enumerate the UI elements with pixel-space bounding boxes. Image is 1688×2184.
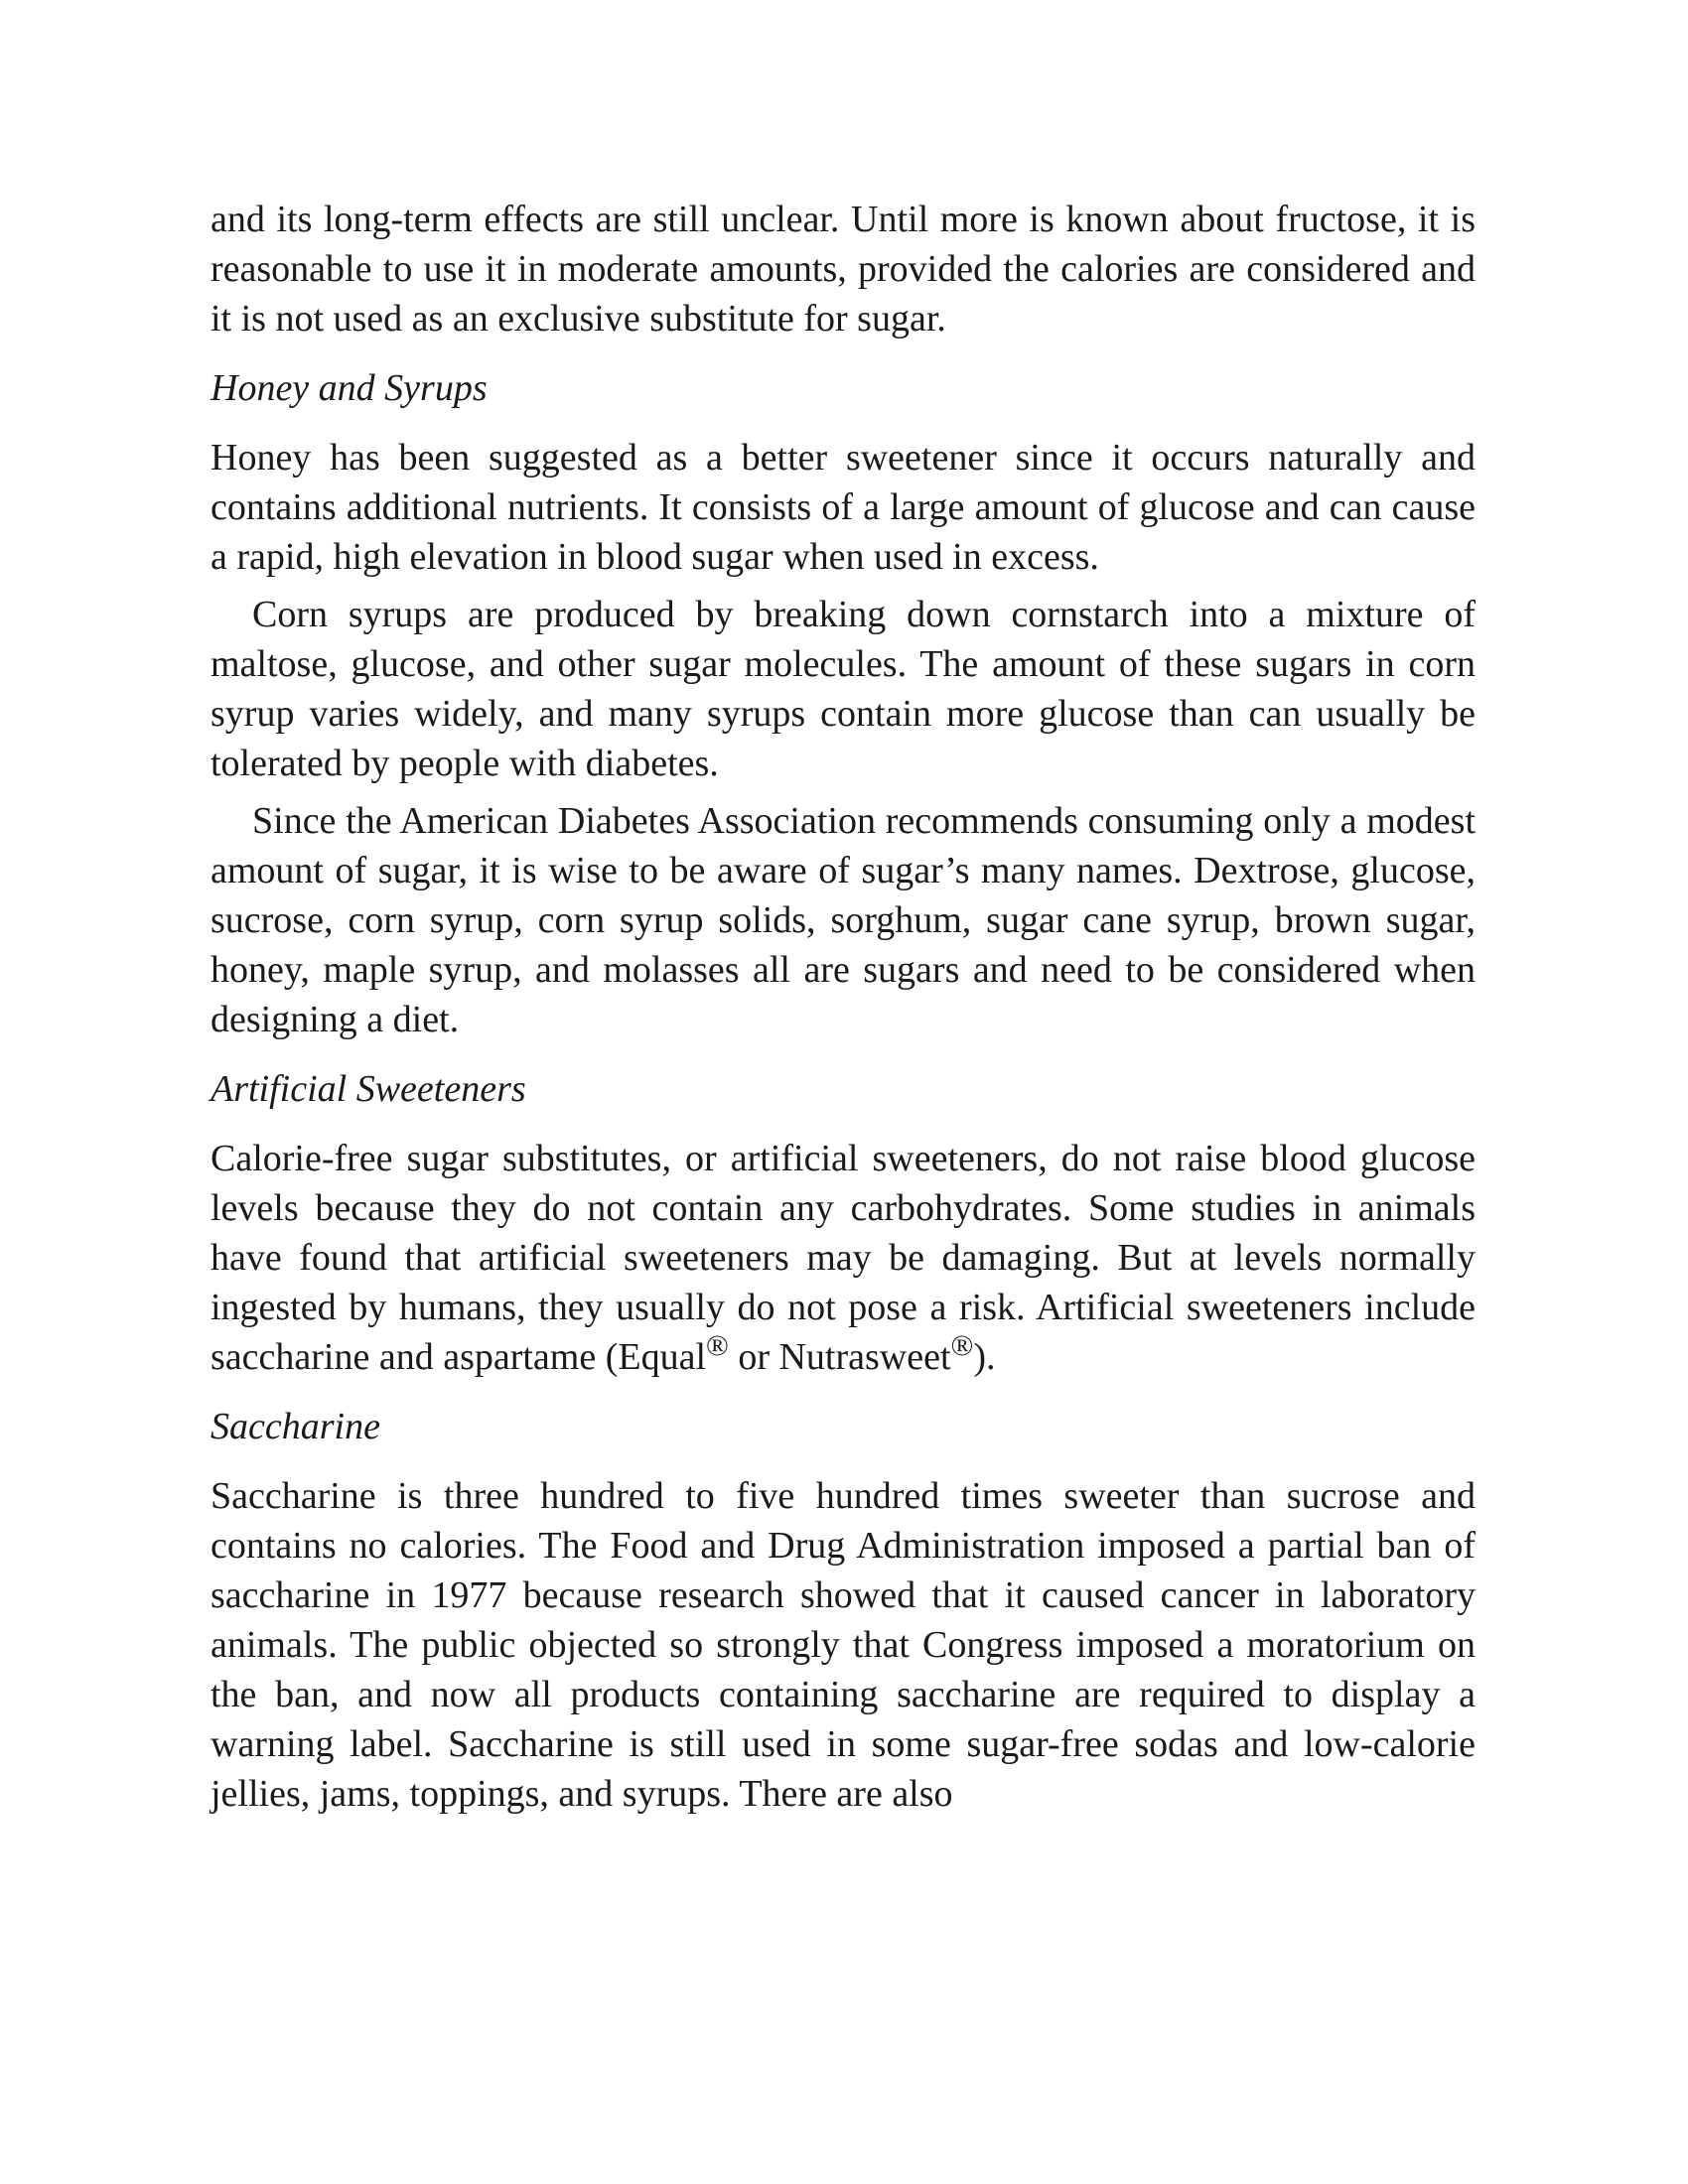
intro-paragraph: and its long-term effects are still unclear. Until more is known about fructose, it is reasonable to use it in moderate amounts, provided the calories are considered and it is not used as an exclusive substitute for sugar.	[211, 199, 1476, 340]
artificial-text-part-1: Calorie-free sugar substitutes, or artificial sweeteners, do not raise blood glucose levels because they do not contain any carbohydrates. Some studies in animals have found that artificial sweeteners may be damaging. But at levels normally ingested by humans, they usually do not pose a risk. Artificial sweeteners include saccharine and aspartame (Equal	[211, 1138, 1476, 1378]
registered-mark-equal: ®	[706, 1329, 729, 1362]
heading-artificial-sweeteners: Artificial Sweeteners	[211, 1068, 526, 1110]
artificial-sweeteners-paragraph	[211, 1134, 1476, 1382]
artificial-text-part-2: or Nutrasweet	[728, 1336, 951, 1378]
honey-paragraph: Honey has been suggested as a better sweetener since it occurs naturally and contains additional nutrients. It consists of a large amount of glucose and can cause a rapid, high elevation in blood sugar when used in excess.	[211, 437, 1476, 578]
corn-syrup-paragraph: Corn syrups are produced by breaking down cornstarch into a mixture of maltose, glucose, and other sugar molecules. The amount of these sugars in corn syrup varies widely, and many syrups contain more glucose than can usually be tolerated by people with diabetes.	[211, 594, 1476, 784]
heading-honey-and-syrups: Honey and Syrups	[211, 367, 488, 409]
registered-mark-nutrasweet: ®	[950, 1329, 974, 1362]
artificial-text-part-3: ).	[973, 1336, 996, 1378]
sugar-names-paragraph: Since the American Diabetes Association recommends consuming only a modest amount of sugar, it is wise to be aware of sugar’s many names. Dextrose, glucose, sucrose, corn syrup, corn syrup solids, sorghum, sugar cane syrup, brown sugar, honey, maple syrup, and molasses all are sugars and need to be considered when designing a diet.	[211, 800, 1476, 1040]
saccharine-paragraph: Saccharine is three hundred to five hundred times sweeter than sucrose and contains no calories. The Food and Drug Administration imposed a partial ban of saccharine in 1977 because research showed that it caused cancer in laboratory animals. The public objected so strongly that Congress imposed a moratorium on the ban, and now all products containing saccharine are required to display a warning label. Saccharine is still used in some sugar-free sodas and low-calorie jellies, jams, toppings, and syrups. There are also	[211, 1475, 1476, 1815]
heading-saccharine: Saccharine	[211, 1406, 380, 1447]
page-body	[211, 195, 1476, 1819]
